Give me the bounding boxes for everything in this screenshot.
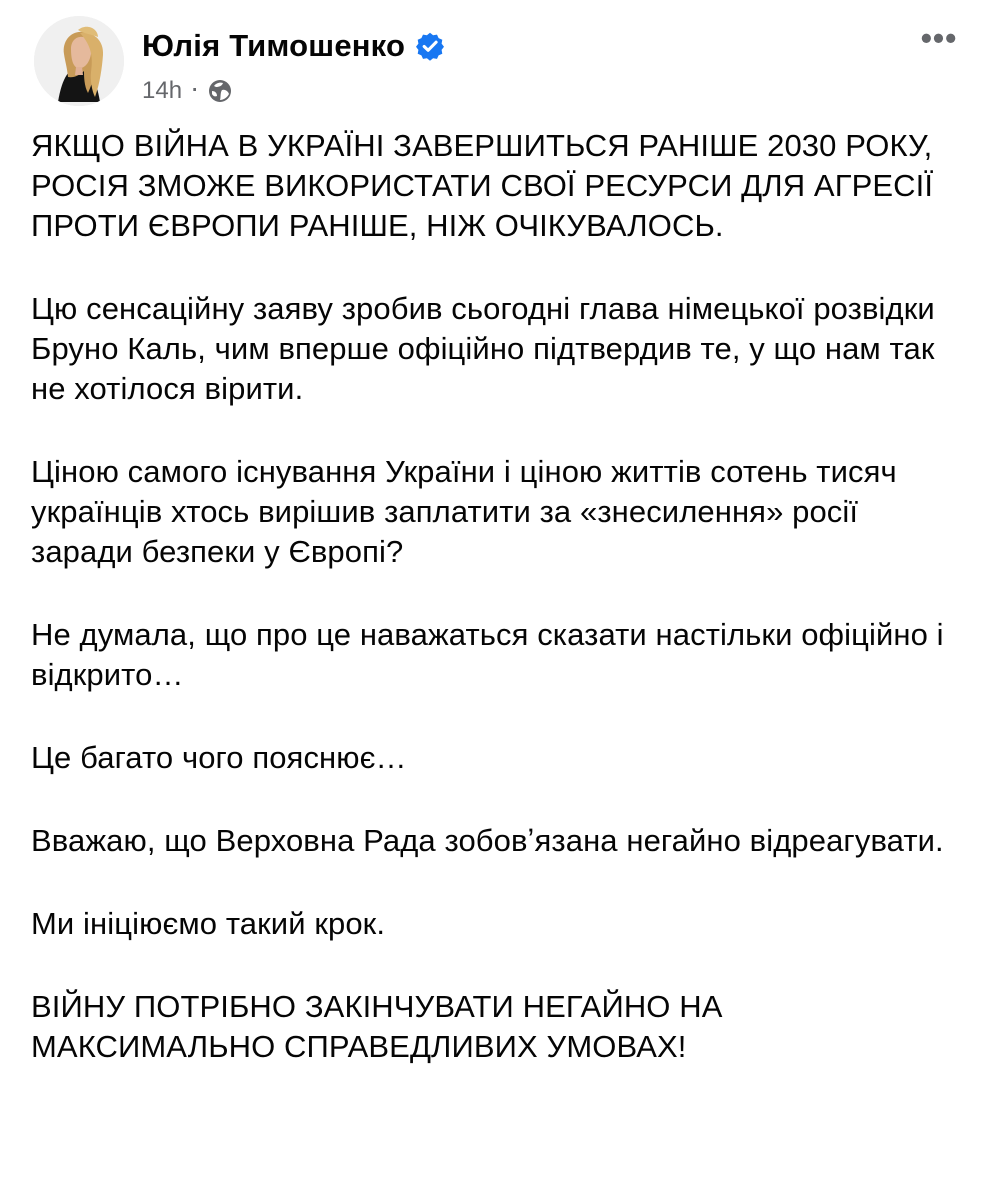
meta-separator: · bbox=[190, 72, 200, 103]
avatar[interactable] bbox=[34, 16, 124, 106]
post-body bbox=[31, 126, 961, 1067]
post-paragraph: Цю сенсаційну заяву зробив сьогодні глава німецької розвідки Бруно Каль, чим вперше офіційно підтвердив те, у що нам так не хотілося вірити. bbox=[31, 291, 935, 406]
post-paragraph: ЯКЩО ВІЙНА В УКРАЇНІ ЗАВЕРШИТЬСЯ РАНІШЕ 2030 РОКУ, РОСІЯ ЗМОЖЕ ВИКОРИСТАТИ СВОЇ РЕСУРСИ ДЛЯ АГРЕСІЇ ПРОТИ ЄВРОПИ РАНІШЕ, НІЖ ОЧІКУВАЛОСЬ. bbox=[31, 128, 934, 243]
post-time[interactable]: 14h bbox=[142, 77, 183, 104]
author-name[interactable]: Юлія Тимошенко bbox=[142, 28, 406, 63]
post-meta bbox=[142, 72, 233, 106]
post-paragraph: Вважаю, що Верховна Рада зобовʼязана негайно відреагувати. bbox=[31, 823, 944, 858]
post-header bbox=[34, 16, 964, 111]
post-paragraph: Це багато чого пояснює… bbox=[31, 740, 407, 775]
post-paragraph: ВІЙНУ ПОТРІБНО ЗАКІНЧУВАТИ НЕГАЙНО НА МАКСИМАЛЬНО СПРАВЕДЛИВИХ УМОВАХ! bbox=[31, 989, 723, 1064]
author-line bbox=[142, 26, 445, 66]
post-paragraph: Ми ініціюємо такий крок. bbox=[31, 906, 386, 941]
more-options-button[interactable]: ••• bbox=[920, 20, 958, 56]
post-paragraph: Ціною самого існування України і ціною життів сотень тисяч українців хтось вирішив заплатити за «знесилення» росії заради безпеки у Європі? bbox=[31, 454, 897, 569]
verified-badge-icon bbox=[415, 31, 445, 61]
globe-icon[interactable] bbox=[207, 78, 233, 104]
post-paragraph: Не думала, що про це наважаться сказати настільки офіційно і відкрито… bbox=[31, 617, 944, 692]
